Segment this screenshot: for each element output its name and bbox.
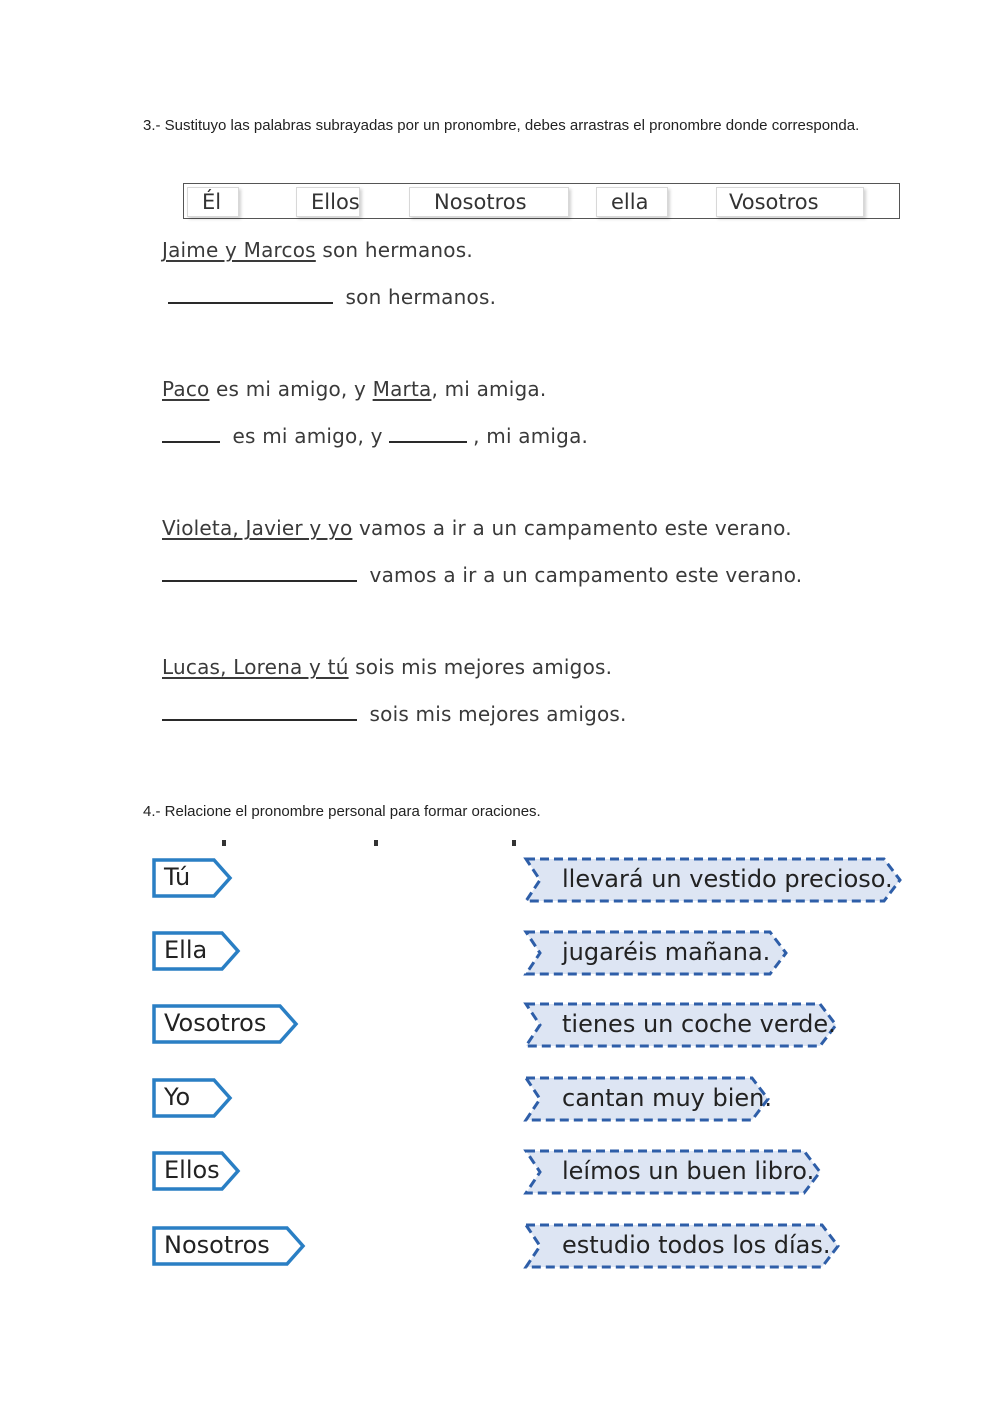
sentence-text: vamos a ir a un campamento este verano. (352, 516, 792, 540)
sentence-ending-box[interactable] (522, 856, 906, 904)
pronoun-label: Ellos (164, 1156, 220, 1184)
sentence-ending-label: cantan muy bien. (562, 1084, 772, 1112)
sentence-ending-box[interactable] (522, 1222, 844, 1270)
pronoun-label: Tú (164, 863, 191, 891)
original-sentence (162, 516, 792, 540)
underlined-words: Lucas, Lorena y tú (162, 655, 349, 679)
rewrite-sentence (162, 423, 588, 448)
sentence-ending-label: leímos un buen libro. (562, 1157, 815, 1185)
pronoun-chip-el[interactable]: Él (187, 187, 239, 217)
sentence-ending-label: tienes un coche verde. (562, 1010, 836, 1038)
pronoun-box[interactable] (152, 1078, 234, 1118)
rewrite-sentence (162, 562, 802, 587)
exercise-3-instruction: 3.- Sustituyo las palabras subrayadas por un pronombre, debes arrastras el pronombre donde corresponda. (143, 117, 860, 134)
sentence-ending-box[interactable] (522, 1075, 774, 1123)
sentence-text: vamos a ir a un campamento este verano. (363, 563, 803, 587)
decor-dot (374, 840, 378, 846)
sentence-ending-box[interactable] (522, 1001, 842, 1049)
sentence-text: son hermanos. (339, 285, 497, 309)
pronoun-box[interactable] (152, 1004, 300, 1044)
pronoun-label: Vosotros (164, 1009, 267, 1037)
original-sentence (162, 655, 612, 679)
exercise-4-instruction: 4.- Relacione el pronombre personal para formar oraciones. (143, 803, 541, 820)
pronoun-chip-ellos[interactable]: Ellos (296, 187, 360, 217)
decor-dot (512, 840, 516, 846)
sentence-text: , mi amiga. (431, 377, 547, 401)
underlined-words: Paco (162, 377, 210, 401)
sentence-text: es mi amigo, y (209, 377, 373, 401)
sentence-text: son hermanos. (315, 238, 473, 262)
sentence-ending-label: estudio todos los días. (562, 1231, 831, 1259)
pronoun-chip-nosotros[interactable]: Nosotros (409, 187, 569, 217)
sentence-text: , mi amiga. (473, 424, 589, 448)
original-sentence (162, 238, 473, 262)
sentence-text: sois mis mejores amigos. (363, 702, 627, 726)
drop-blank[interactable] (168, 284, 333, 304)
sentence-text: sois mis mejores amigos. (348, 655, 613, 679)
rewrite-sentence (162, 701, 627, 726)
pronoun-label: Nosotros (164, 1231, 270, 1259)
underlined-words: Marta (372, 377, 432, 401)
drop-blank[interactable] (162, 423, 220, 443)
pronoun-box[interactable] (152, 1151, 242, 1191)
sentence-ending-label: jugaréis mañana. (562, 938, 771, 966)
sentence-ending-box[interactable] (522, 929, 792, 977)
pronoun-chip-ella[interactable]: ella (596, 187, 668, 217)
drop-blank[interactable] (162, 562, 357, 582)
pronoun-box[interactable] (152, 1226, 307, 1266)
pronoun-box[interactable] (152, 858, 234, 898)
rewrite-sentence (168, 284, 496, 309)
underlined-words: Violeta, Javier y yo (162, 516, 353, 540)
sentence-ending-box[interactable] (522, 1148, 826, 1196)
underlined-words: Jaime y Marcos (162, 238, 316, 262)
sentence-text: es mi amigo, y (226, 424, 390, 448)
decor-dot (222, 840, 226, 846)
drop-blank[interactable] (162, 701, 357, 721)
pronoun-box[interactable] (152, 931, 242, 971)
pronoun-chip-vosotros[interactable]: Vosotros (716, 187, 864, 217)
sentence-ending-label: llevará un vestido precioso. (562, 865, 893, 893)
pronoun-label: Ella (164, 936, 208, 964)
pronoun-bank (183, 183, 900, 219)
pronoun-label: Yo (164, 1083, 191, 1111)
drop-blank[interactable] (389, 423, 467, 443)
original-sentence (162, 377, 546, 401)
